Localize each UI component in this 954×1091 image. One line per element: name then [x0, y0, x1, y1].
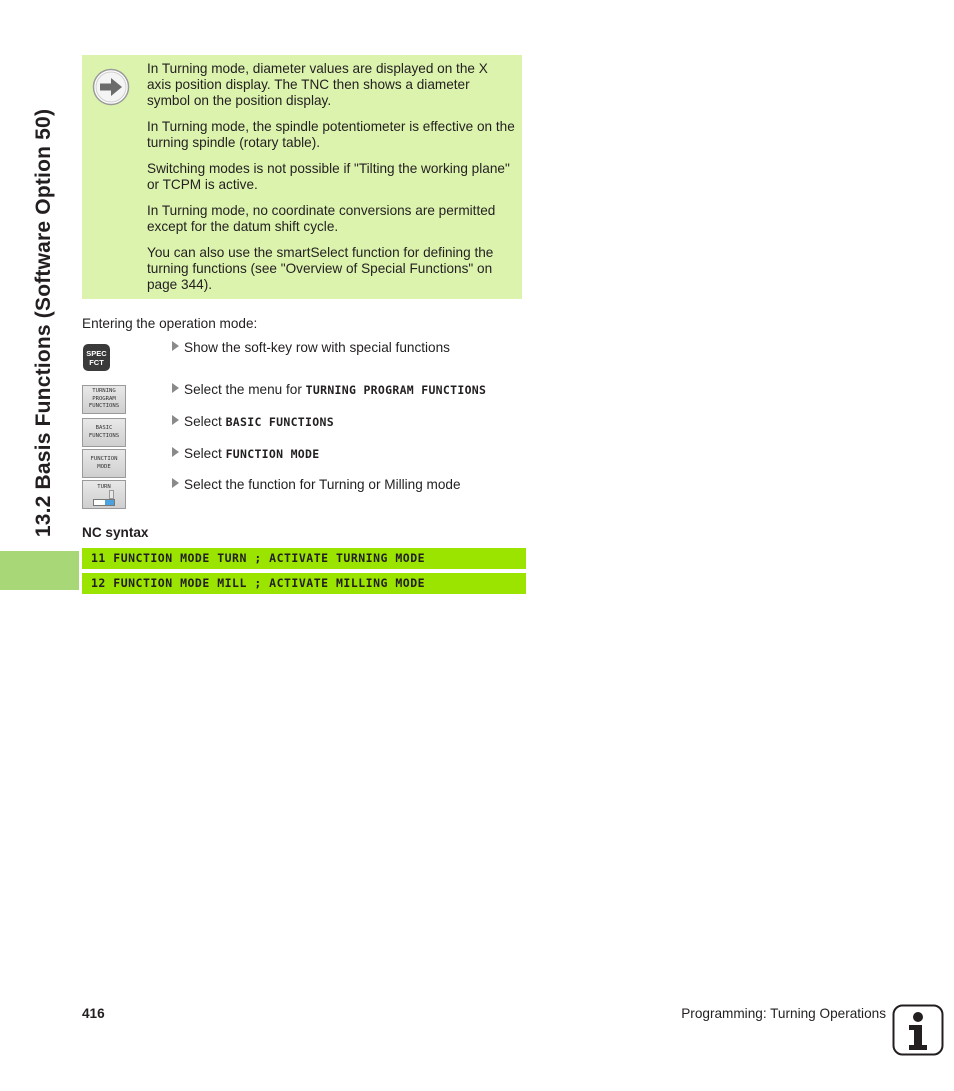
spec-fct-key[interactable] [83, 344, 110, 371]
arrow-right-icon [92, 68, 130, 106]
softkey-label-line: FUNCTIONS [88, 403, 120, 410]
step-item [172, 340, 450, 355]
chapter-title [28, 55, 60, 590]
softkey-label-line: TURN [97, 484, 111, 490]
softkey-label-line: FUNCTIONS [88, 432, 120, 439]
toggle-knob-icon [109, 490, 114, 499]
note-paragraph: In Turning mode, no coordinate conversions are permitted except for the datum shift cycle. [147, 203, 496, 234]
step-text: Select [184, 446, 226, 461]
step-text: Select [184, 414, 226, 429]
nc-syntax-heading: NC syntax [82, 525, 149, 540]
note-box [82, 55, 522, 299]
step-code: BASIC FUNCTIONS [225, 415, 334, 429]
nc-code-line: 11 FUNCTION MODE TURN ; ACTIVATE TURNING MODE [82, 548, 526, 569]
step-code: TURNING PROGRAM FUNCTIONS [305, 383, 487, 397]
step-item [172, 414, 334, 429]
intro-text: Entering the operation mode: [82, 316, 258, 331]
step-text: Select the function for Turning or Milling mode [184, 477, 461, 492]
note-paragraph: In Turning mode, the spindle potentiometer is effective on the turning spindle (rotary table). [147, 119, 515, 150]
note-text [147, 61, 515, 303]
triangle-bullet-icon [172, 478, 179, 488]
triangle-bullet-icon [172, 447, 179, 457]
toggle-switch-icon [93, 499, 115, 506]
note-paragraph: You can also use the smartSelect function for defining the turning functions (see "Overview of Special Functions" on page 344). [147, 245, 494, 292]
step-item [172, 446, 319, 461]
softkey-label-line: MODE [97, 463, 111, 470]
softkey-label-line: TURNING [92, 388, 116, 395]
softkey-turning-program-functions[interactable] [82, 385, 126, 414]
step-text: Select the menu for [184, 382, 306, 397]
footer-section-title: Programming: Turning Operations [681, 1006, 886, 1021]
triangle-bullet-icon [172, 341, 179, 351]
softkey-label-line: BASIC [95, 425, 113, 431]
chapter-title-text: 13.2 Basis Functions (Software Option 50) [32, 108, 55, 537]
step-text: Show the soft-key row with special functions [184, 340, 450, 355]
step-item [172, 477, 461, 492]
softkey-basic-functions[interactable] [82, 418, 126, 447]
softkey-label-line: PROGRAM [92, 395, 116, 402]
spec-fct-key-line: FCT [89, 357, 104, 367]
nc-code-line: 12 FUNCTION MODE MILL ; ACTIVATE MILLING MODE [82, 573, 526, 594]
softkey-label-line: FUNCTION [90, 456, 118, 462]
spec-fct-key-line: SPEC [86, 348, 107, 358]
page-number: 416 [82, 1006, 105, 1021]
chapter-tab-marker [0, 551, 79, 590]
step-item [172, 382, 486, 397]
info-icon [892, 1004, 944, 1056]
note-paragraph: Switching modes is not possible if "Tilting the working plane" or TCPM is active. [147, 161, 510, 192]
triangle-bullet-icon [172, 415, 179, 425]
note-paragraph: In Turning mode, diameter values are displayed on the X axis position display. The TNC then shows a diameter symbol on the position display. [147, 61, 488, 108]
softkey-turn[interactable] [82, 480, 126, 509]
softkey-function-mode[interactable] [82, 449, 126, 478]
triangle-bullet-icon [172, 383, 179, 393]
step-code: FUNCTION MODE [225, 447, 320, 461]
